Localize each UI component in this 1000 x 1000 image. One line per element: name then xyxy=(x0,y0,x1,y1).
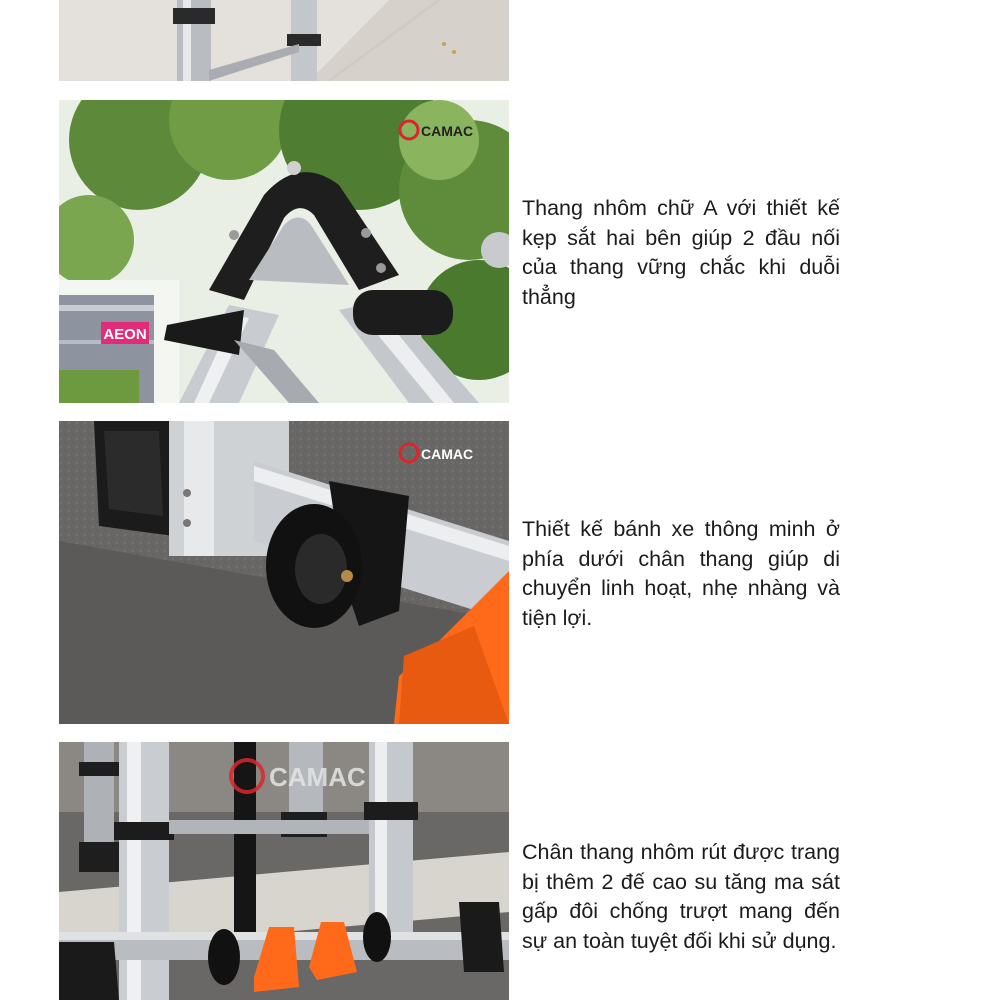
product-photo-4-feet xyxy=(59,742,509,1000)
caption-hinge: Thang nhôm chữ A với thiết kế kẹp sắt hai bên giúp 2 đầu nối của thang vững chắc khi duỗi thẳng xyxy=(522,196,840,309)
product-photo-1 xyxy=(59,0,509,81)
product-photo-3-wheel xyxy=(59,421,509,724)
camac-logo-text: CAMAC xyxy=(421,123,474,139)
camac-logo-text: CAMAC xyxy=(421,446,474,462)
camac-logo-text: CAMAC xyxy=(269,762,366,792)
caption-wheel: Thiết kế bánh xe thông minh ở phía dưới chân thang giúp di chuyển linh hoạt, nhẹ nhàng và tiện lợi. xyxy=(522,517,840,630)
store-sign-text: AEON xyxy=(103,326,147,343)
product-photo-2-hinge xyxy=(59,100,509,403)
caption-rubber-feet: Chân thang nhôm rút được trang bị thêm 2 đế cao su tăng ma sát gấp đôi chống trượt mang đến sự an toàn tuyệt đối khi sử dụng. xyxy=(522,840,840,953)
